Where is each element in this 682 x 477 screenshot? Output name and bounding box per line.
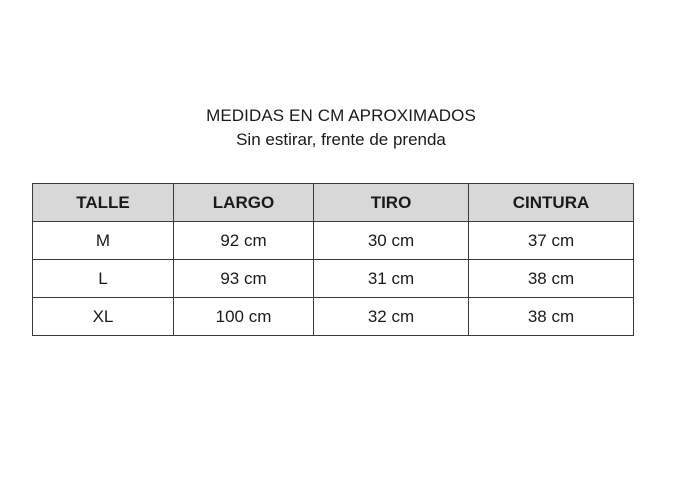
cell-talle: XL — [33, 298, 174, 336]
heading-block — [0, 106, 682, 150]
cell-talle: M — [33, 222, 174, 260]
page-subtitle: Sin estirar, frente de prenda — [236, 130, 446, 149]
table-row — [33, 222, 634, 260]
header-cintura: CINTURA — [469, 184, 634, 222]
table-header-row — [33, 184, 634, 222]
cell-cintura: 38 cm — [469, 260, 634, 298]
cell-largo: 93 cm — [174, 260, 314, 298]
cell-talle: L — [33, 260, 174, 298]
cell-cintura: 38 cm — [469, 298, 634, 336]
header-largo: LARGO — [174, 184, 314, 222]
page-title: MEDIDAS EN CM APROXIMADOS — [206, 106, 476, 125]
cell-largo: 92 cm — [174, 222, 314, 260]
header-tiro: TIRO — [314, 184, 469, 222]
cell-tiro: 30 cm — [314, 222, 469, 260]
table-row — [33, 260, 634, 298]
cell-tiro: 31 cm — [314, 260, 469, 298]
size-table — [32, 183, 634, 336]
cell-largo: 100 cm — [174, 298, 314, 336]
cell-cintura: 37 cm — [469, 222, 634, 260]
table-row — [33, 298, 634, 336]
header-talle: TALLE — [33, 184, 174, 222]
cell-tiro: 32 cm — [314, 298, 469, 336]
